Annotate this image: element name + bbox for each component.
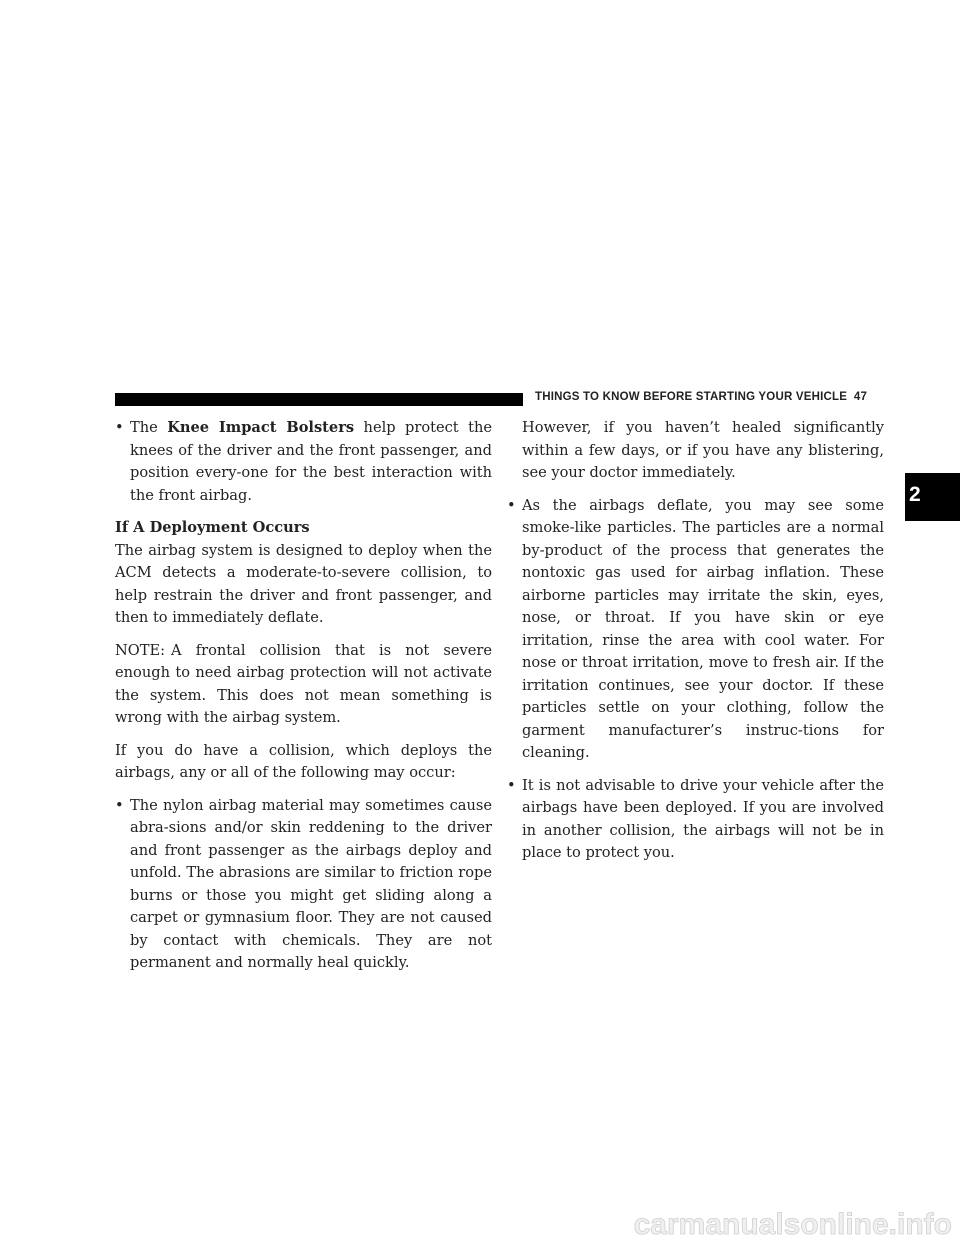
list-item: [507, 775, 884, 865]
watermark: [0, 1208, 960, 1242]
svg-text:carmanualsonline.info: carmanualsonline.info: [633, 1208, 952, 1241]
bullet-text: As the airbags deflate, you may see some smoke-like particles. The particles are a normal by-product of the process that generates the nontoxic gas used for airbag inflation. These airborne particles may irritate the skin, eyes, nose, or throat. If you have skin or eye irritation, rinse the area with cool water. For nose or throat irritation, move to fresh air. If the irritation continues, see your doctor. If these particles settle on your clothing, follow the garment manufacturer’s instruc-tions for cleaning.: [522, 496, 884, 761]
list-item: [507, 495, 884, 765]
left-column: [115, 417, 492, 985]
bullet-text: It is not advisable to drive your vehicle after the airbags have been deployed. If you are involved in another collision, the airbags will not be in place to protect you.: [522, 776, 884, 861]
bullet-text: The nylon airbag material may sometimes cause abra-sions and/or skin reddening to the driver and front passenger as the airbags deploy and unfold. The abrasions are similar to friction rope burns or those you might get sliding along a carpet or gymnasium floor. They are not caused by contact with chemicals. They are not permanent and normally heal quickly.: [130, 796, 492, 971]
running-header: [535, 391, 867, 403]
list-item: [115, 795, 492, 975]
right-column: [507, 417, 884, 875]
page-number: 47: [853, 391, 868, 403]
section-heading: If A Deployment Occurs: [115, 519, 310, 536]
chapter-number: 2: [909, 483, 921, 506]
header-title: THINGS TO KNOW BEFORE STARTING YOUR VEHICLE: [535, 391, 848, 403]
bullet-prefix: The: [130, 419, 168, 436]
continued-paragraph: However, if you haven’t healed significantly within a few days, or if you have any blistering, see your doctor immediately.: [522, 419, 884, 481]
header-rule: [115, 393, 523, 406]
list-item: [115, 417, 492, 507]
bullet-text: help protect the knees of the driver and the front passenger, and position every-one for the best interaction with the front airbag.: [130, 419, 492, 504]
note-text: A frontal collision that is not severe enough to need airbag protection will not activate the system. This does not mean something is wrong with the airbag system.: [115, 641, 492, 726]
bullet-icon: •: [115, 796, 124, 814]
bullet-icon: •: [115, 419, 124, 436]
bullet-bold-term: Knee Impact Bolsters: [167, 419, 355, 436]
bullet-icon: •: [507, 776, 516, 794]
bullet-icon: •: [507, 496, 516, 514]
paragraph: The airbag system is designed to deploy when the ACM detects a moderate-to-severe collision, to help restrain the driver and front passenger, and then to immediately deflate.: [115, 541, 492, 626]
note-paragraph: [115, 640, 492, 730]
paragraph: If you do have a collision, which deploys the airbags, any or all of the following may occur:: [115, 741, 492, 781]
watermark-logo: [320, 1208, 960, 1242]
chapter-tab: [905, 473, 960, 521]
note-label: NOTE:: [115, 641, 166, 659]
